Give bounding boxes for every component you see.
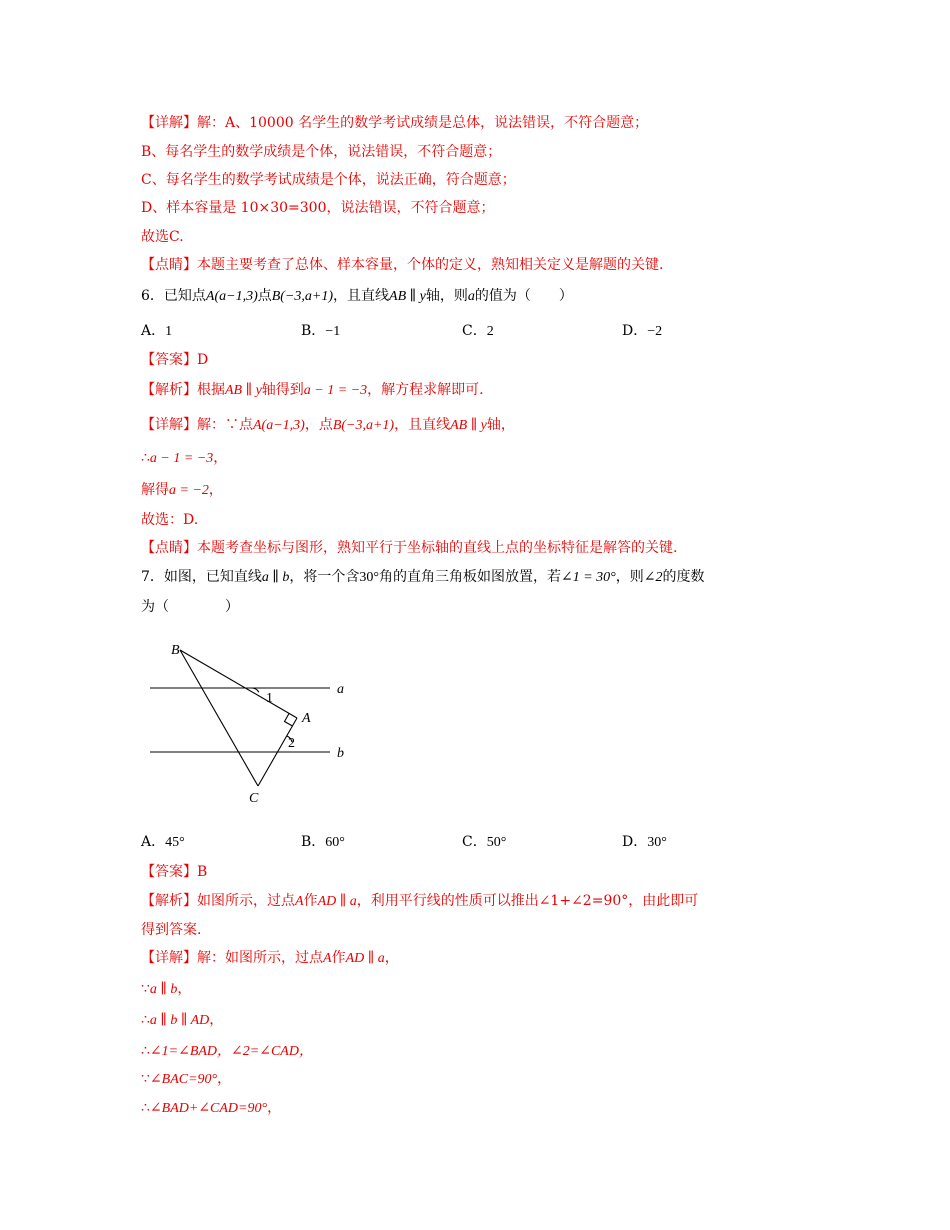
q6-choice-a: A．1 xyxy=(141,323,173,339)
q6-stem: 6．已知点A(a−1,3)点B(−3,a+1)，且直线AB ∥ y轴，则a的值为（ ） xyxy=(141,288,573,304)
q6-choose: 故选：D. xyxy=(141,512,199,528)
q7-step-4: ∵∠BAC=90°， xyxy=(141,1071,232,1087)
q7-stem: 7．如图，已知直线a ∥ b，将一个含30°角的直角三角板如图放置，若∠1 = 30°，则∠2的度数 xyxy=(141,569,705,585)
q7-analysis-line-2: 得到答案. xyxy=(141,922,202,938)
q6-analysis: 【解析】根据AB ∥ y轴得到a − 1 = −3，解方程求解即可. xyxy=(141,382,484,398)
q5-detail-line-4: D、样本容量是 10×30=300，说法错误，不符合题意； xyxy=(141,200,495,216)
q7-step-2: ∴a ∥ b ∥ AD， xyxy=(141,1012,224,1028)
label-a: A xyxy=(302,711,311,726)
q5-detail-line-1: 【详解】解：A、10000 名学生的数学考试成绩是总体，说法错误，不符合题意； xyxy=(141,115,649,131)
side-ba xyxy=(180,650,297,718)
label-line-a: a xyxy=(337,682,344,697)
q6-step-2: 解得a = −2， xyxy=(141,482,223,498)
q7-answer: 【答案】B xyxy=(141,864,208,880)
q6-parallel: AB ∥ y xyxy=(389,289,426,304)
q7-choice-b: B．60° xyxy=(301,834,345,850)
label-angle-2: 2 xyxy=(288,736,295,751)
q6-answer: 【答案】D xyxy=(141,352,209,368)
q6-detail: 【详解】解：∵点A(a−1,3)，点B(−3,a+1)，且直线AB ∥ y轴， xyxy=(141,417,515,433)
q7-step-5: ∴∠BAD+∠CAD=90°， xyxy=(141,1100,282,1116)
right-angle-mark xyxy=(285,714,293,727)
q6-point-a: A(a−1,3) xyxy=(205,289,258,304)
q5-comment: 【点睛】本题主要考查了总体、样本容量，个体的定义，熟知相关定义是解题的关键. xyxy=(141,257,664,273)
q7-choice-a: A．45° xyxy=(141,834,185,850)
side-bc xyxy=(180,650,258,786)
q5-detail-line-3: C、每名学生的数学考试成绩是个体，说法正确，符合题意； xyxy=(141,172,516,188)
q6-choice-d: D．−2 xyxy=(622,323,663,339)
q7-detail: 【详解】解：如图所示，过点A作AD ∥ a， xyxy=(141,950,399,966)
q7-step-3: ∴∠1=∠BAD，∠2=∠CAD， xyxy=(141,1043,313,1059)
q7-choice-c: C．50° xyxy=(462,834,507,850)
q6-choice-b: B．−1 xyxy=(301,323,341,339)
q6-choice-c: C．2 xyxy=(462,323,494,339)
label-line-b: b xyxy=(337,746,344,761)
q7-choice-d: D．30° xyxy=(622,834,667,850)
label-b: B xyxy=(171,643,180,658)
q6-step-1: ∴a − 1 = −3， xyxy=(141,450,228,466)
q5-choose: 故选C. xyxy=(141,229,184,245)
q7-analysis: 【解析】如图所示，过点A作AD ∥ a，利用平行线的性质可以推出∠1+∠2=90°，由此即可 xyxy=(141,893,699,909)
q7-step-1: ∵a ∥ b， xyxy=(141,981,192,997)
angle-1-arc xyxy=(252,688,259,692)
q7-figure xyxy=(140,630,370,810)
q7-stem-line-2: 为（ ） xyxy=(141,599,239,615)
q6-point-b: B(−3,a+1) xyxy=(271,289,334,304)
label-c: C xyxy=(249,791,259,806)
q6-comment: 【点睛】本题考查坐标与图形，熟知平行于坐标轴的直线上点的坐标特征是解答的关键. xyxy=(141,540,678,556)
label-angle-1: 1 xyxy=(266,691,273,706)
q5-detail-line-2: B、每名学生的数学成绩是个体，说法错误，不符合题意； xyxy=(141,144,502,160)
